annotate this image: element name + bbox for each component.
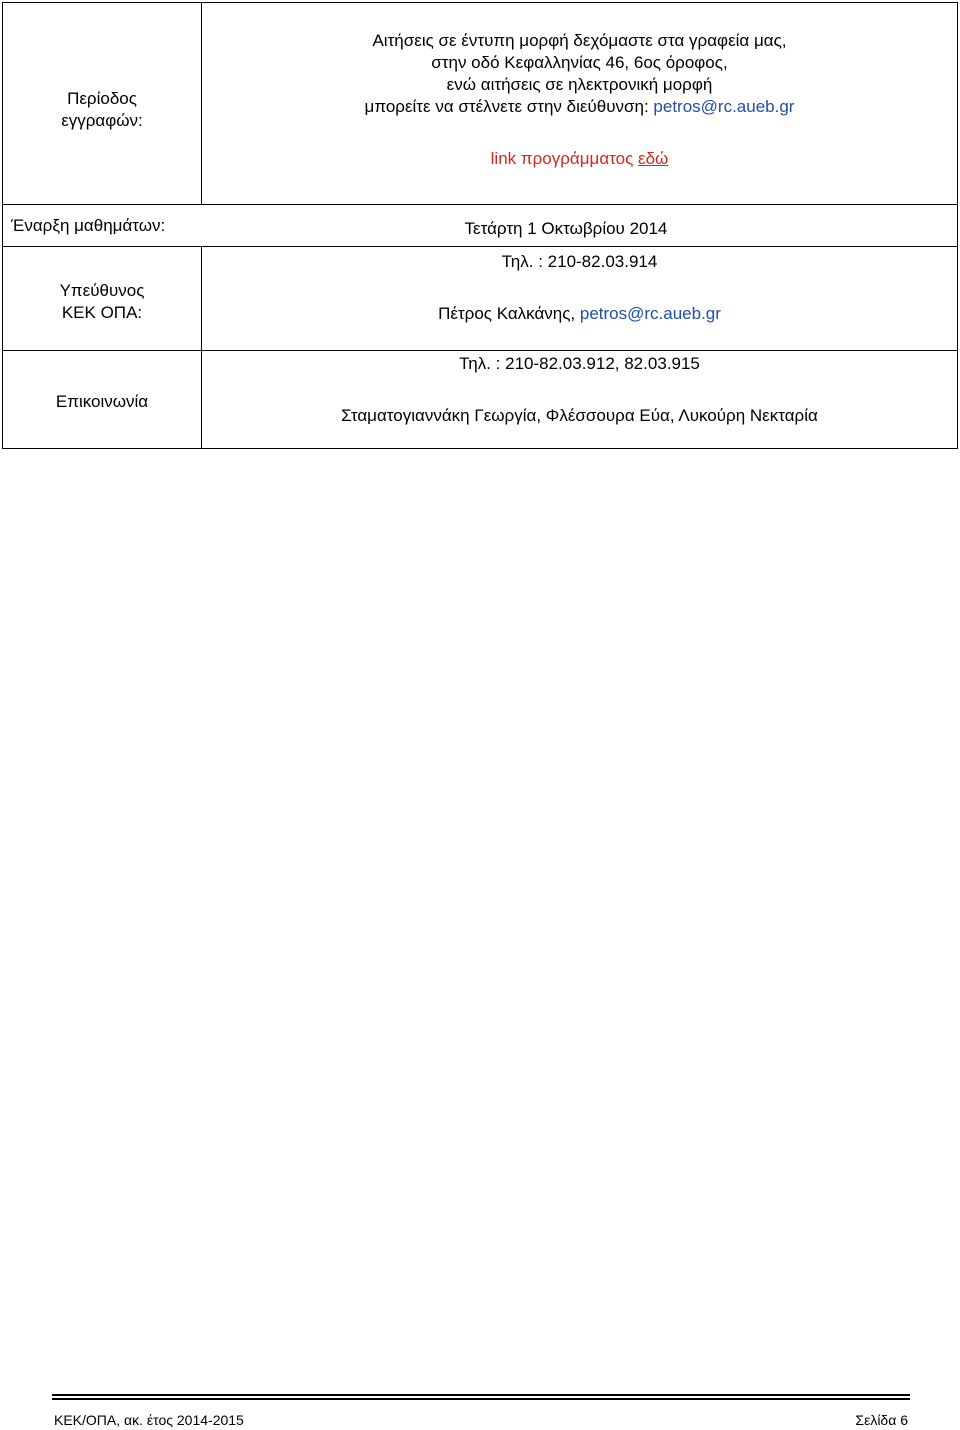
contact-content bbox=[202, 351, 958, 449]
registration-label bbox=[3, 3, 202, 205]
manager-label-line1: Υπεύθυνος bbox=[59, 280, 145, 300]
contact-names: Σταματογιαννάκη Γεωργία, Φλέσσουρα Εύα, Λυκούρη Νεκταρία bbox=[341, 406, 818, 425]
registration-content bbox=[202, 3, 958, 205]
start-label: Έναρξη μαθημάτων: bbox=[11, 215, 166, 235]
contact-phone: Τηλ. : 210-82.03.912, 82.03.915 bbox=[459, 354, 700, 373]
manager-phone: Τηλ. : 210-82.03.914 bbox=[501, 252, 658, 271]
manager-email-link[interactable]: petros@rc.aueb.gr bbox=[579, 304, 721, 323]
manager-name: Πέτρος Καλκάνης, bbox=[438, 304, 580, 323]
footer-page-number: Σελίδα 6 bbox=[855, 1412, 908, 1428]
contact-row bbox=[3, 351, 958, 449]
manager-row bbox=[3, 247, 958, 351]
registration-text-line3: ενώ αιτήσεις σε ηλεκτρονική μορφή bbox=[446, 75, 713, 94]
registration-text-line1: Αιτήσεις σε έντυπη μορφή δεχόμαστε στα γραφεία μας, bbox=[372, 31, 787, 50]
page-footer bbox=[52, 1394, 910, 1430]
registration-email-link[interactable]: petros@rc.aueb.gr bbox=[653, 97, 795, 116]
start-row bbox=[3, 205, 958, 247]
program-link-line bbox=[202, 148, 957, 170]
footer-left: ΚΕΚ/ΟΠΑ, ακ. έτος 2014-2015 bbox=[54, 1412, 244, 1428]
registration-row bbox=[3, 3, 958, 205]
program-link-anchor[interactable]: εδώ bbox=[638, 149, 669, 168]
manager-contact-line bbox=[202, 303, 957, 325]
info-table bbox=[2, 2, 958, 449]
registration-label-line2: εγγραφών: bbox=[61, 110, 143, 130]
program-link-text: link προγράμματος bbox=[490, 149, 639, 168]
manager-label bbox=[3, 247, 202, 351]
registration-text-line4 bbox=[202, 96, 957, 118]
manager-content bbox=[202, 247, 958, 351]
registration-label-line1: Περίοδος bbox=[67, 88, 137, 108]
manager-label-line2: ΚΕΚ ΟΠΑ: bbox=[61, 302, 143, 322]
start-cell bbox=[3, 205, 958, 247]
registration-text-line4-prefix: μπορείτε να στέλνετε στην διεύθυνση: bbox=[364, 97, 654, 116]
start-value: Τετάρτη 1 Οκτωβρίου 2014 bbox=[464, 218, 668, 238]
registration-text-line2: στην οδό Κεφαλληνίας 46, 6ος όροφος, bbox=[431, 53, 728, 72]
contact-label: Επικοινωνία bbox=[3, 351, 202, 449]
